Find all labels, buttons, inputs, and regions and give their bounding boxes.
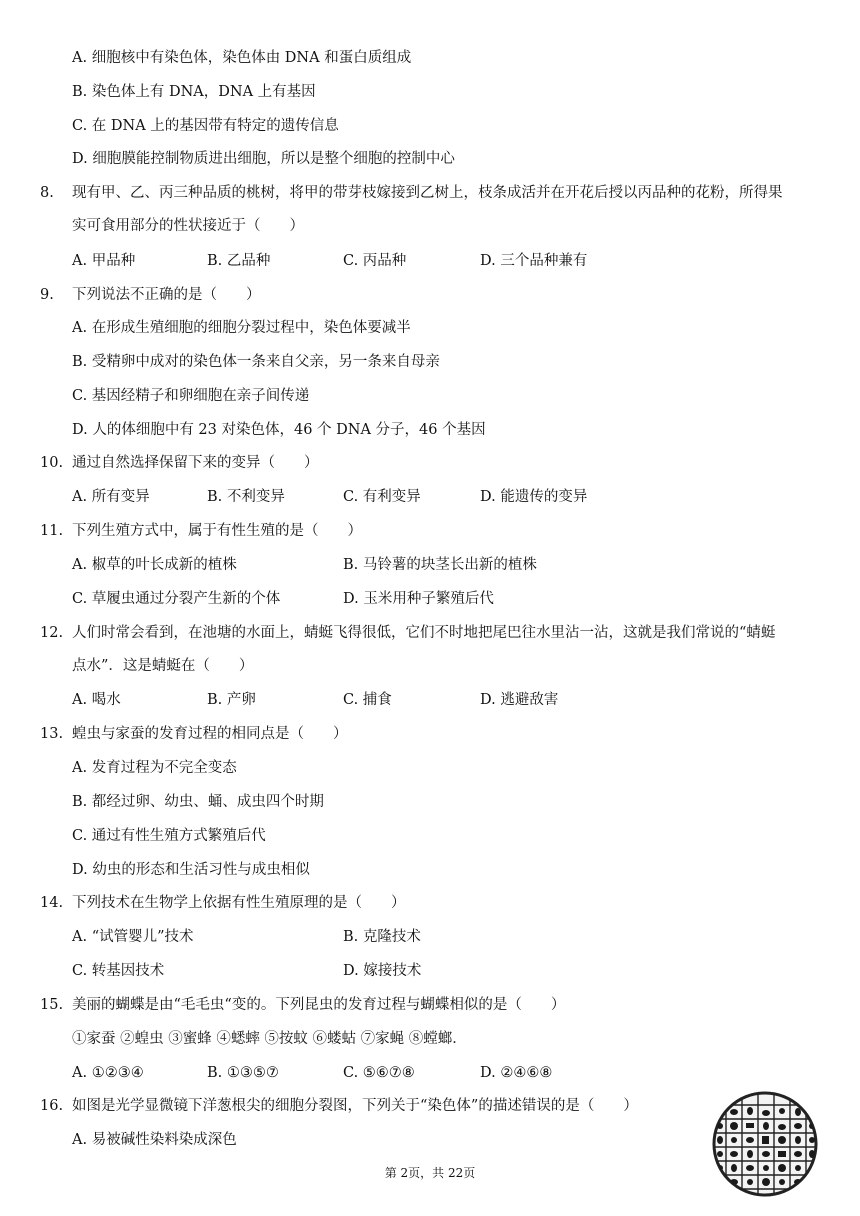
q15-stem: 美丽的蝴蝶是由“毛毛虫“变的。下列昆虫的发育过程与蝴蝶相似的是（ ） bbox=[72, 997, 566, 1013]
q13-option-b: B. 都经过卵、幼虫、蛹、成虫四个时期 bbox=[72, 794, 324, 810]
q15-option-b: B. ①③⑤⑦ bbox=[207, 1065, 279, 1081]
q12-option-c: C. 捕食 bbox=[343, 692, 392, 708]
q8-option-c: C. 丙品种 bbox=[343, 253, 407, 269]
q15-option-d: D. ②④⑥⑧ bbox=[480, 1065, 553, 1081]
q11-option-d: D. 玉米用种子繁殖后代 bbox=[343, 591, 494, 607]
q15-option-c: C. ⑤⑥⑦⑧ bbox=[343, 1065, 415, 1081]
q12-option-a: A. 喝水 bbox=[72, 692, 121, 708]
q8-option-a: A. 甲品种 bbox=[72, 253, 136, 269]
q8-number: 8. bbox=[40, 185, 54, 201]
q9-option-a: A. 在形成生殖细胞的细胞分裂过程中，染色体要减半 bbox=[72, 320, 411, 336]
q14-stem: 下列技术在生物学上依据有性生殖原理的是（ ） bbox=[72, 895, 406, 911]
q15-option-a: A. ①②③④ bbox=[72, 1065, 144, 1081]
q16-option-a: A. 易被碱性染料染成深色 bbox=[72, 1132, 237, 1148]
q10-option-d: D. 能遗传的变异 bbox=[480, 489, 588, 505]
q12-option-d: D. 逃避敌害 bbox=[480, 692, 559, 708]
q10-option-b: B. 不利变异 bbox=[207, 489, 285, 505]
q9-option-d: D. 人的体细胞中有 23 对染色体，46 个 DNA 分子，46 个基因 bbox=[72, 422, 486, 438]
q11-option-c: C. 草履虫通过分裂产生新的个体 bbox=[72, 591, 281, 607]
q8-option-b: B. 乙品种 bbox=[207, 253, 271, 269]
page-footer: 第 2页，共 22页 bbox=[384, 1166, 476, 1180]
q16-number: 16. bbox=[40, 1098, 64, 1114]
q13-option-d: D. 幼虫的形态和生活习性与成虫相似 bbox=[72, 862, 310, 878]
q7-option-d: D. 细胞膜能控制物质进出细胞，所以是整个细胞的控制中心 bbox=[72, 151, 455, 167]
q14-option-b: B. 克隆技术 bbox=[343, 929, 421, 945]
q9-number: 9. bbox=[40, 287, 54, 303]
q14-option-a: A. “试管婴儿”技术 bbox=[72, 929, 194, 945]
q16-stem: 如图是光学显微镜下洋葱根尖的细胞分裂图，下列关于“染色体”的描述错误的是（ ） bbox=[72, 1098, 638, 1114]
q10-stem: 通过自然选择保留下来的变异（ ） bbox=[72, 455, 319, 471]
q12-option-b: B. 产卵 bbox=[207, 692, 256, 708]
q15-number: 15. bbox=[40, 997, 64, 1013]
q10-option-a: A. 所有变异 bbox=[72, 489, 150, 505]
q15-insect-list: ①家蚕 ②蝗虫 ③蜜蜂 ④蟋蟀 ⑤按蚊 ⑥蝼蛄 ⑦家蝇 ⑧螳螂． bbox=[72, 1031, 467, 1047]
q8-stem-line1: 现有甲、乙、丙三种品质的桃树，将甲的带芽枝嫁接到乙树上，枝条成活并在开花后授以丙品种的花粉，所得果 bbox=[72, 185, 783, 201]
q9-stem: 下列说法不正确的是（ ） bbox=[72, 287, 261, 303]
microscope-cell-division-figure bbox=[712, 1091, 818, 1197]
q12-stem-line1: 人们时常会看到，在池塘的水面上，蜻蜓飞得很低，它们不时地把尾巴往水里沾一沾，这就是我们常说的“蜻蜓 bbox=[72, 625, 776, 641]
q8-stem-line2: 实可食用部分的性状接近于（ ） bbox=[72, 218, 304, 234]
q14-option-c: C. 转基因技术 bbox=[72, 963, 165, 979]
q13-stem: 蝗虫与家蚕的发育过程的相同点是（ ） bbox=[72, 726, 348, 742]
q13-option-a: A. 发育过程为不完全变态 bbox=[72, 760, 237, 776]
q8-option-d: D. 三个品种兼有 bbox=[480, 253, 588, 269]
q9-option-c: C. 基因经精子和卵细胞在亲子间传递 bbox=[72, 388, 310, 404]
q12-stem-line2: 点水”．这是蜻蜓在（ ） bbox=[72, 658, 254, 674]
q7-option-a: A. 细胞核中有染色体，染色体由 DNA 和蛋白质组成 bbox=[72, 50, 412, 66]
q12-number: 12. bbox=[40, 625, 64, 641]
q14-number: 14. bbox=[40, 895, 64, 911]
q11-stem: 下列生殖方式中，属于有性生殖的是（ ） bbox=[72, 523, 362, 539]
q11-option-b: B. 马铃薯的块茎长出新的植株 bbox=[343, 557, 537, 573]
q10-number: 10. bbox=[40, 455, 64, 471]
q7-option-c: C. 在 DNA 上的基因带有特定的遗传信息 bbox=[72, 118, 339, 134]
q13-number: 13. bbox=[40, 726, 64, 742]
q11-number: 11. bbox=[40, 523, 64, 539]
q7-option-b: B. 染色体上有 DNA，DNA 上有基因 bbox=[72, 84, 316, 100]
q14-option-d: D. 嫁接技术 bbox=[343, 963, 422, 979]
q11-option-a: A. 椒草的叶长成新的植株 bbox=[72, 557, 237, 573]
q13-option-c: C. 通过有性生殖方式繁殖后代 bbox=[72, 828, 266, 844]
q9-option-b: B. 受精卵中成对的染色体一条来自父亲，另一条来自母亲 bbox=[72, 354, 440, 370]
q10-option-c: C. 有利变异 bbox=[343, 489, 421, 505]
